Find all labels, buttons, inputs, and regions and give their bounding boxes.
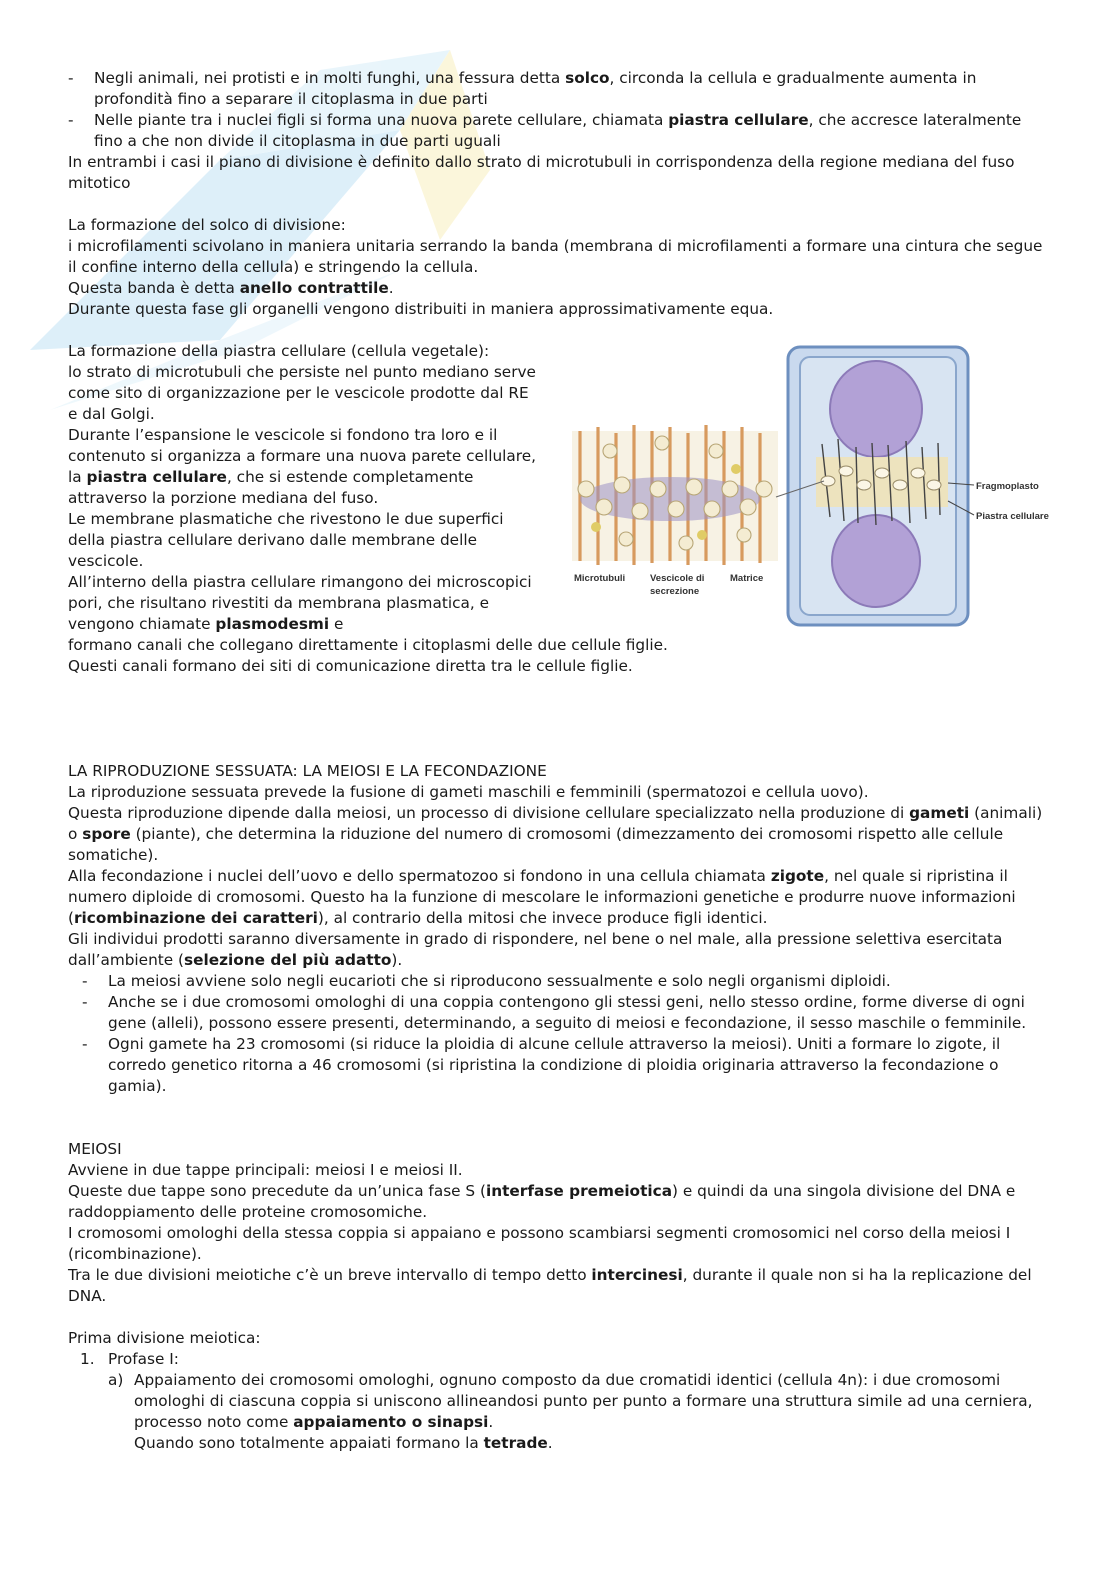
item-title: Profase I: [108, 1350, 179, 1368]
piastra-text: formano canali che collegano direttamente i citoplasmi delle due cellule figlie. [68, 636, 668, 654]
piastra-heading: La formazione della piastra cellulare (cellula vegetale): [68, 342, 490, 360]
riproduzione-text: Gli individui prodotti saranno diversamente in grado di rispondere, nel bene o nel male, alla pressione selettiva esercitata dall’ambiente (selezione del più adatto). [68, 930, 1003, 969]
intro-summary: In entrambi i casi il piano di divisione è definito dallo strato di microtubuli in corrispondenza della regione mediana del fuso mitotico [68, 153, 1015, 192]
riproduzione-list [68, 971, 1053, 1097]
riproduzione-text: La riproduzione sessuata prevede la fusione di gameti maschili e femminili (spermatozoi e cellula uovo). [68, 783, 869, 801]
label-matrice: Matrice [730, 573, 764, 584]
piastra-text: All’interno della piastra cellulare rimangono dei microscopici pori, che risultano rivestiti da membrana plasmatica, e vengono chiamate plasmodesmi e [68, 573, 532, 633]
meiosi-text: Avviene in due tappe principali: meiosi I e meiosi II. [68, 1161, 463, 1179]
solco-text: Durante questa fase gli organelli vengono distribuiti in maniera approssimativamente equa. [68, 300, 774, 318]
plant-cell-diagram [566, 339, 1049, 629]
list-item: - Negli animali, nei protisti e in molti funghi, una fessura detta solco, circonda la cellula e gradualmente aumenta in profondità fino a separare il citoplasma in due parti [68, 68, 1053, 110]
riproduzione-text: Alla fecondazione i nuclei dell’uovo e dello spermatozoo si fondono in una cellula chiamata zigote, nel quale si ripristina il numero diploide di cromosomi. Questo ha la funzione di mescolare le informazioni genetiche e produrre nuove informazioni (ricombinazione dei caratteri), al contrario della mitosi che invece produce figli identici. [68, 867, 1016, 927]
piastra-text: lo strato di microtubuli che persiste nel punto mediano serve come sito di organizzazione per le vescicole prodotte dal RE e dal Golgi. [68, 363, 536, 423]
lettered-item: a) Appaiamento dei cromosomi omologhi, ognuno composto da due cromatidi identici (cellula 4n): i due cromosomi omologhi di ciascuna coppia si uniscono allineandosi punto per punto a formare una struttura simile ad una cerniera, processo noto come appaiamento o sinapsi. Quando sono totalmente appaiati formano la tetrade. [108, 1371, 1033, 1452]
piastra-text-column [68, 341, 538, 635]
intro-list [68, 68, 1053, 152]
piastra-text: Questi canali formano dei siti di comunicazione diretta tra le cellule figlie. [68, 657, 633, 675]
piastra-text: Le membrane plasmatiche che rivestono le due superfici della piastra cellulare derivano dalle membrane delle vescicole. [68, 510, 504, 570]
solco-text: Questa banda è detta anello contrattile. [68, 279, 394, 297]
label-secrezione: secrezione [650, 586, 700, 597]
piastra-text: Durante l’espansione le vescicole si fondono tra loro e il contenuto si organizza a formare una nuova parete cellulare, la piastra cellulare, che si estende completamente attraverso la porzione mediana del fuso. [68, 426, 537, 507]
prima-divisione-heading: Prima divisione meiotica: [68, 1329, 261, 1347]
label-piastra-cellulare: Piastra cellulare [976, 511, 1049, 522]
document-content [68, 68, 1053, 1454]
riproduzione-text: Questa riproduzione dipende dalla meiosi, un processo di divisione cellulare specializzato nella produzione di gameti (animali) o spore (piante), che determina la riduzione del numero di cromosomi (dimezzamento dei cromosomi rispetto alle cellule somatiche). [68, 804, 1043, 864]
meiosi-text: Tra le due divisioni meiotiche c’è un breve intervallo di tempo detto intercinesi, durante il quale non si ha la replicazione del DNA. [68, 1266, 1032, 1305]
list-item: - La meiosi avviene solo negli eucarioti che si riproducono sessualmente e solo negli organismi diploidi. [68, 971, 1053, 992]
item-number: 1. [80, 1350, 95, 1368]
piastra-section [68, 341, 1053, 677]
meiosi-heading: MEIOSI [68, 1140, 122, 1158]
list-item: - Nelle piante tra i nuclei figli si forma una nuova parete cellulare, chiamata piastra cellulare, che accresce lateralmente fino a che non divide il citoplasma in due parti uguali [68, 110, 1053, 152]
solco-text: i microfilamenti scivolano in maniera unitaria serrando la banda (membrana di microfilamenti a formare una cintura che segue il confine interno della cellula) e stringendo la cellula. [68, 237, 1043, 276]
label-fragmoplasto: Fragmoplasto [976, 481, 1039, 492]
list-item: - Anche se i due cromosomi omologhi di una coppia contengono gli stessi geni, nello stesso ordine, forme diverse di ogni gene (alleli), possono essere presenti, determinando, a seguito di meiosi e fecondazione, il sesso maschile o femminile. [68, 992, 1053, 1034]
riproduzione-heading: LA RIPRODUZIONE SESSUATA: LA MEIOSI E LA FECONDAZIONE [68, 762, 547, 780]
meiosi-text: Queste due tappe sono precedute da un’unica fase S (interfase premeiotica) e quindi da una singola divisione del DNA e raddoppiamento delle proteine cromosomiche. [68, 1182, 1016, 1221]
list-item: - Ogni gamete ha 23 cromosomi (si riduce la ploidia di alcune cellule attraverso la meiosi). Uniti a formare lo zigote, il corredo genetico ritorna a 46 cromosomi (si ripristina la condizione di ploidia originaria attraverso la fecondazione o gamia). [68, 1034, 1053, 1097]
item-letter: a) [108, 1371, 124, 1389]
solco-heading: La formazione del solco di divisione: [68, 216, 346, 234]
meiosi-text: I cromosomi omologhi della stessa coppia si appaiano e possono scambiarsi segmenti cromosomici nel corso della meiosi I (ricombinazione). [68, 1224, 1011, 1263]
label-vescicole: Vescicole di [650, 573, 705, 584]
numbered-item [68, 1349, 1053, 1370]
label-microtubuli: Microtubuli [574, 573, 626, 584]
